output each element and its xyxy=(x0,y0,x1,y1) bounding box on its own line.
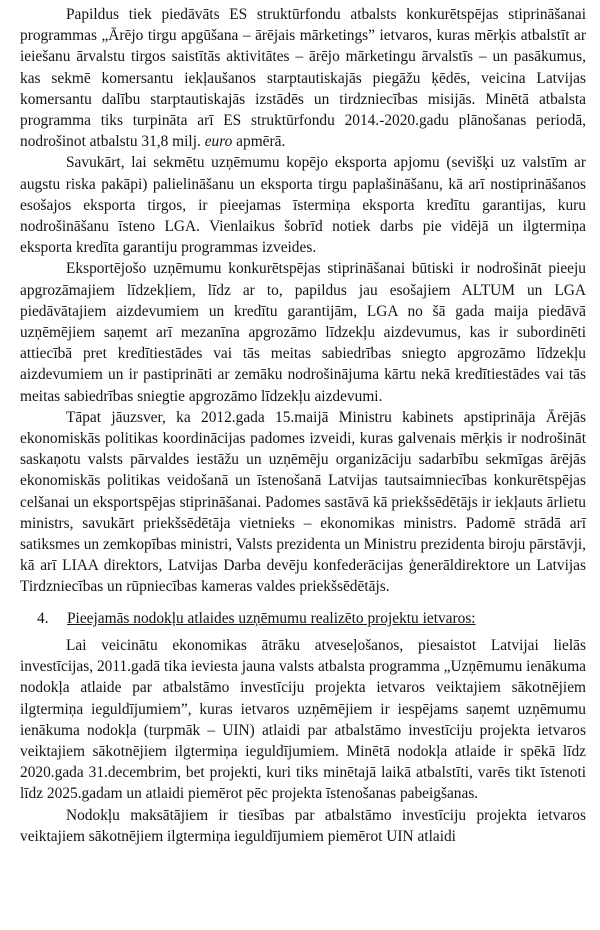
section-title: Pieejamās nodokļu atlaides uzņēmumu realizēto projektu ietvaros: xyxy=(67,609,476,627)
paragraph-tax-relief-programme: Lai veicinātu ekonomikas ātrāku atveseļošanos, piesaistot Latvijai lielās investīcijas, 2011.gadā tika ieviesta jauna valsts atbalsta programma „Uzņēmumu ienākuma nodokļa atlaide par atbalstāmo investīciju projekta ietvaros veiktajiem sākotnējiem ilgtermiņa ieguldījumiem”, kuras ietvaros uzņēmējiem ir iespējams saņemt uzņēmumu ienākuma nodokļa (turpmāk – UIN) atlaidi par atbalstāmo investīciju projekta ietvaros veiktajiem sākotnējiem ilgtermiņa ieguldījumiem. Minētā nodokļa atlaide ir spēkā līdz 2020.gada 31.decembrim, bet projekti, kuri tiks minētajā laikā atbalstīti, varēs tikt īstenoti līdz 2025.gadam un atlaidi piemērot pēc projekta īstenošanas pabeigšanas. xyxy=(20,636,586,803)
section-number: 4. xyxy=(37,609,49,627)
section-heading xyxy=(20,608,586,629)
paragraph-text: Papildus tiek piedāvāts ES struktūrfondu atbalsts konkurētspējas stiprināšanai programmas „Ārējo tirgu apgūšana – ārējais mārketings” ietvaros, kuras mērķis atbalstīt ar ieiešanu ārvalstu tirgos saistītās aktivitātes – ārējo mārketingu ārvalstīs – un pasākumus, kas sekmē komersantu iekļaušanos starptautiskajās piegāžu ķēdēs, veicina Latvijas komersantu dalību starptautiskajās izstādēs un tirdzniecības misijās. Minētā atbalsta programma tiks turpināta arī ES struktūrfondu 2014.-2020.gadu plānošanas periodā, nodrošinot atbalstu 31,8 milj. xyxy=(20,6,586,151)
currency-word: euro xyxy=(204,133,233,151)
paragraph-export-credit-guarantees: Savukārt, lai sekmētu uzņēmumu kopējo eksporta apjomu (sevišķi uz valstīm ar augstu riska pakāpi) palielināšanu un eksporta tirgu paplašināšanu, kā arī nostiprināšanos esošajos eksporta tirgos, ir pieejamas īstermiņa eksporta kredītu garantijas, kuru nodrošināšanu īsteno LGA. Vienlaikus šobrīd notiek darbs pie vidējā un ilgtermiņa eksporta kredīta garantiju programmas izveides. xyxy=(20,154,586,257)
paragraph-text-end: apmērā. xyxy=(232,133,286,151)
paragraph-eu-structural-funds xyxy=(20,4,586,152)
paragraph-coordination-council: Tāpat jāuzsver, ka 2012.gada 15.maijā Ministru kabinets apstiprināja Ārējās ekonomiskās politikas koordinācijas padomes izveidi, kuras galvenais mērķis ir nodrošināt saskaņotu valsts pārvaldes iestāžu un uzņēmēju organizāciju sadarbību sekmīgas ārējās ekonomiskās politikas veidošanā un īstenošanā Latvijas tautsaimniecības konkurētspējas celšanai un eksportspējas stiprināšanai. Padomes sastāvā kā priekšsēdētājs ir iekļauts ārlietu ministrs, savukārt priekšsēdētāja vietnieks – ekonomikas ministrs. Padomē strādā arī satiksmes un zemkopības ministri, Valsts prezidenta un Ministru prezidenta biroju pārstāvji, kā arī LIAA direktors, Latvijas Darba devēju konfederācijas ģenerāldirektore un Latvijas Tirdzniecības un rūpniecības kameras valdes priekšsēdētājs. xyxy=(20,408,586,596)
paragraph-taxpayer-rights: Nodokļu maksātājiem ir tiesības par atbalstāmo investīciju projekta ietvaros veiktajiem sākotnējiem ilgtermiņa ieguldījumiem piemērot UIN atlaidi xyxy=(20,806,586,845)
paragraph-mezzanine-loans: Eksportējošo uzņēmumu konkurētspējas stiprināšanai būtiski ir nodrošināt pieeju apgrozāmajiem līdzekļiem, līdz ar to, papildus jau esošajiem ALTUM un LGA piedāvātajiem aizdevumiem un kredītu garantijām, LGA no šā gada maija piedāvā uzņēmējiem saņemt arī mezanīna apgrozāmo līdzekļu aizdevumus, kas ir subordinēti attiecībā pret kredītiestādes vai tās meitas sabiedrības sniegto apgrozāmo līdzekļu aizdevumiem un ir pastiprināti ar zemāku nodrošinājuma kārtu nekā kredītiestādes vai tās meitas sabiedrības sniegtie apgrozāmo līdzekļu aizdevumi. xyxy=(20,260,586,405)
